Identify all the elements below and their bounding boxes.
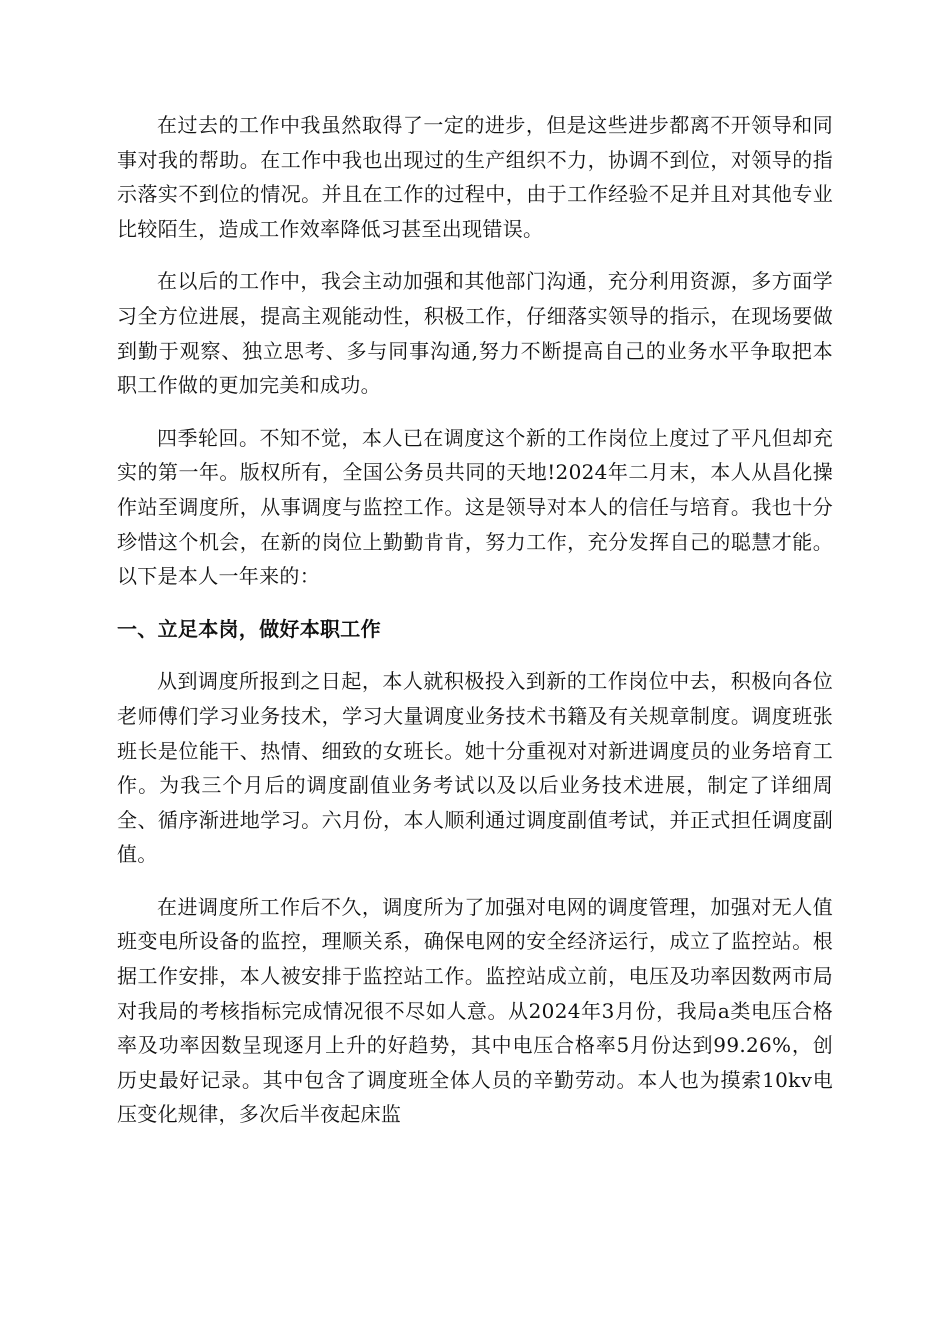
paragraph-5: 在进调度所工作后不久，调度所为了加强对电网的调度管理，加强对无人值班变电所设备的监控，理顺关系，确保电网的安全经济运行，成立了监控站。根据工作安排，本人被安排于监控站工作。监控站成立前，电压及功率因数两市局对我局的考核指标完成情况很不尽如人意。从2024年3月份，我局a类电压合格率及功率因数呈现逐月上升的好趋势，其中电压合格率5月份达到99.26%，创历史最好记录。其中包含了调度班全体人员的辛勤劳动。本人也为摸索10kv电压变化规律，多次后半夜起床监 bbox=[117, 894, 833, 1127]
document-body bbox=[117, 108, 833, 1150]
paragraph-4: 从到调度所报到之日起，本人就积极投入到新的工作岗位中去，积极向各位老师傅们学习业务技术，学习大量调度业务技术书籍及有关规章制度。调度班张班长是位能干、热情、细致的女班长。她十分重视对对新进调度员的业务培育工作。为我三个月后的调度副值业务考试以及以后业务技术进展，制定了详细周全、循序渐进地学习。六月份，本人顺利通过调度副值考试，并正式担任调度副值。 bbox=[117, 669, 833, 867]
paragraph-1: 在过去的工作中我虽然取得了一定的进步，但是这些进步都离不开领导和同事对我的帮助。在工作中我也出现过的生产组织不力，协调不到位，对领导的指示落实不到位的情况。并且在工作的过程中，由于工作经验不足并且对其他专业比较陌生，造成工作效率降低习甚至出现错误。 bbox=[117, 113, 833, 241]
paragraph-2: 在以后的工作中，我会主动加强和其他部门沟通，充分利用资源，多方面学习全方位进展，提高主观能动性，积极工作，仔细落实领导的指示，在现场要做到勤于观察、独立思考、多与同事沟通,努力不断提高自己的业务水平争取把本职工作做的更加完美和成功。 bbox=[117, 269, 833, 398]
paragraph-3: 四季轮回。不知不觉，本人已在调度这个新的工作岗位上度过了平凡但却充实的第一年。版权所有，全国公务员共同的天地!2024年二月末，本人从昌化操作站至调度所，从事调度与监控工作。这是领导对本人的信任与培育。我也十分珍惜这个机会，在新的岗位上勤勤肯肯，努力工作，充分发挥自己的聪慧才能。以下是本人一年来的： bbox=[117, 425, 833, 589]
section-heading: 一、立足本岗，做好本职工作 bbox=[117, 616, 381, 641]
